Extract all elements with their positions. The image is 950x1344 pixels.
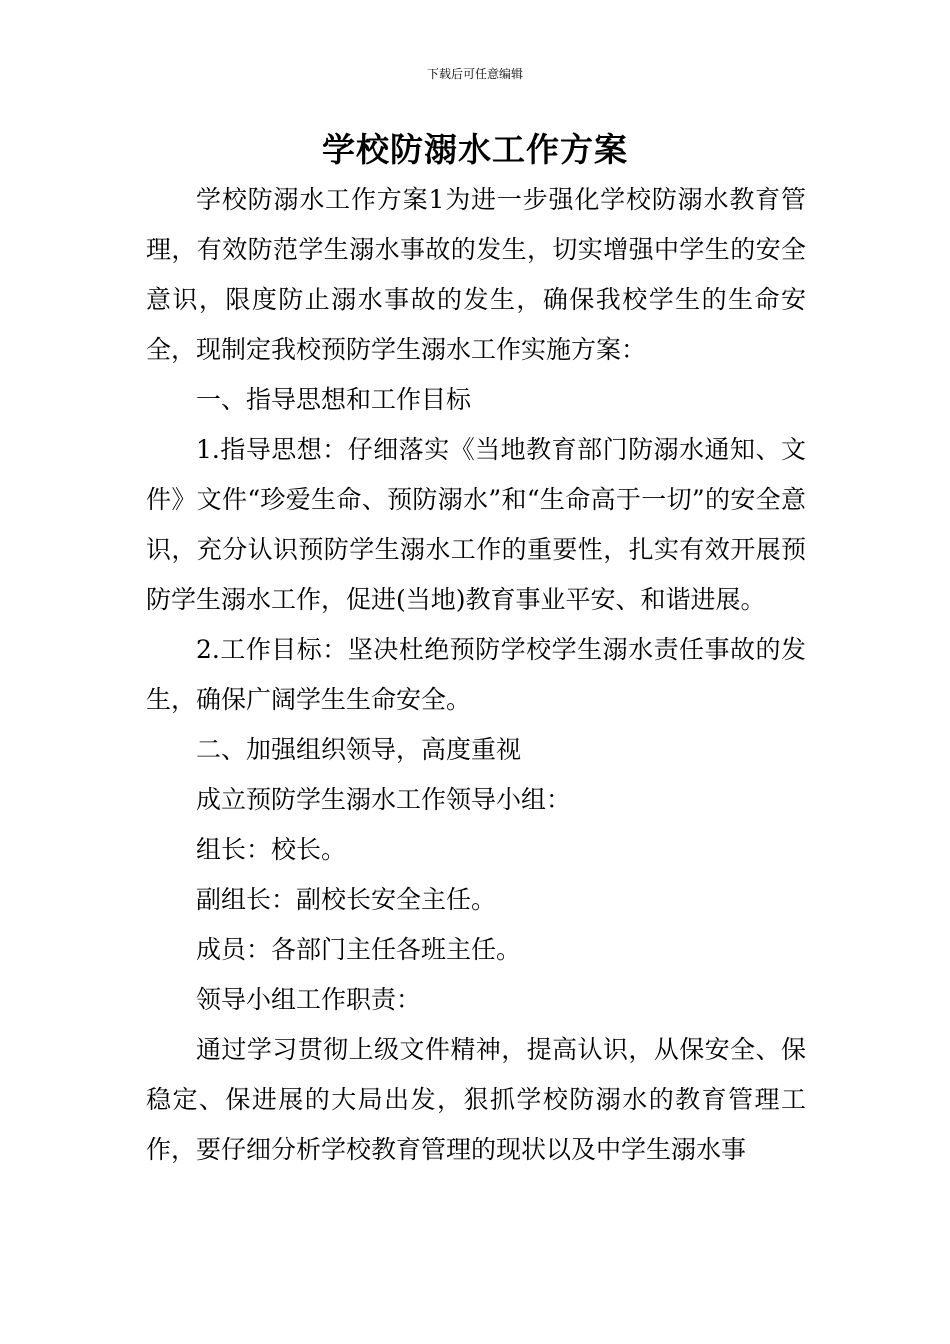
paragraph-deputy-leader: 副组长：副校长安全主任。 bbox=[196, 885, 497, 914]
paragraph-duties-heading: 领导小组工作职责： bbox=[196, 985, 422, 1014]
document-body bbox=[146, 175, 806, 1175]
section-heading-2: 二、加强组织领导，高度重视 bbox=[196, 735, 522, 764]
paragraph-group-leader: 组长：校长。 bbox=[196, 835, 347, 864]
document-title: 学校防溺水工作方案 bbox=[322, 130, 628, 169]
paragraph-guiding-thought: 1.指导思想：仔细落实《当地教育部门防溺水通知、文件》文件“珍爱生命、预防溺水”和“生命高于一切”的安全意识，充分认识预防学生溺水工作的重要性，扎实有效开展预防学生溺水工作，促进(当地)教育事业平安、和谐进展。 bbox=[146, 435, 806, 614]
paragraph-work-goal: 2.工作目标：坚决杜绝预防学校学生溺水责任事故的发生，确保广阔学生生命安全。 bbox=[146, 635, 806, 714]
paragraph-duties: 通过学习贯彻上级文件精神，提高认识，从保安全、保稳定、保进展的大局出发，狠抓学校防溺水的教育管理工作，要仔细分析学校教育管理的现状以及中学生溺水事 bbox=[146, 1035, 806, 1164]
paragraph-leading-group: 成立预防学生溺水工作领导小组： bbox=[196, 785, 572, 814]
page-header-note: 下载后可任意编辑 bbox=[426, 67, 523, 81]
paragraph-intro: 学校防溺水工作方案1为进一步强化学校防溺水教育管理，有效防范学生溺水事故的发生，切实增强中学生的安全意识，限度防止溺水事故的发生，确保我校学生的生命安全，现制定我校预防学生溺水工作实施方案： bbox=[146, 185, 806, 364]
paragraph-members: 成员：各部门主任各班主任。 bbox=[196, 935, 522, 964]
section-heading-1: 一、指导思想和工作目标 bbox=[196, 385, 472, 414]
